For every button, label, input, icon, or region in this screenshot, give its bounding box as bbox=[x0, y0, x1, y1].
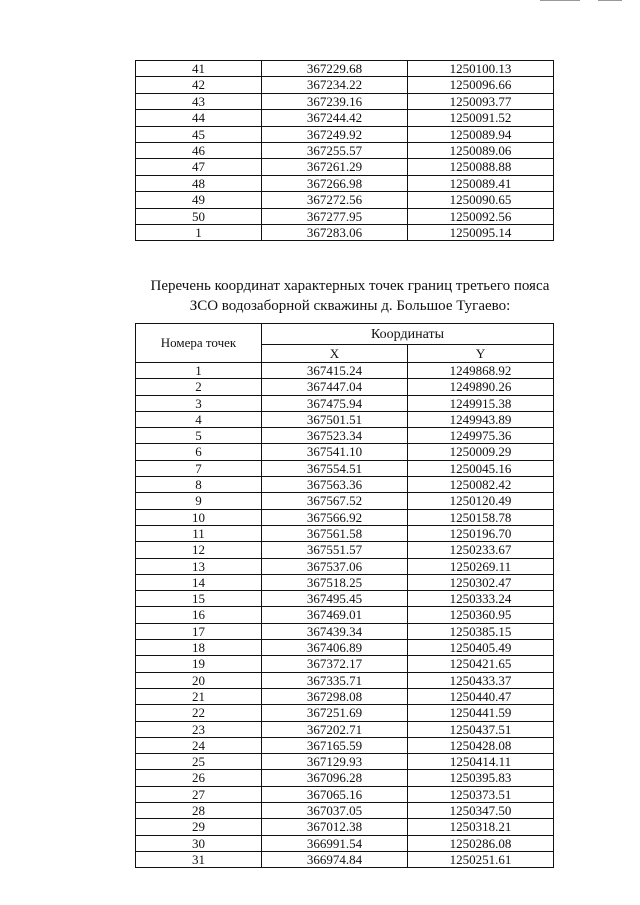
x-coordinate-cell: 367554.51 bbox=[262, 460, 408, 476]
table-row bbox=[136, 721, 554, 737]
point-number-cell: 9 bbox=[136, 493, 262, 509]
y-coordinate-cell: 1250096.66 bbox=[408, 77, 554, 93]
table-row bbox=[136, 225, 554, 241]
header-x: X bbox=[262, 345, 408, 363]
point-number-cell: 4 bbox=[136, 411, 262, 427]
section-heading-line-2: ЗСО водозаборной скважины д. Большое Тугаево: bbox=[189, 298, 511, 314]
point-number-cell: 29 bbox=[136, 819, 262, 835]
y-coordinate-cell: 1250088.88 bbox=[408, 159, 554, 175]
y-coordinate-cell: 1250428.08 bbox=[408, 737, 554, 753]
table-header bbox=[136, 324, 554, 363]
table-row bbox=[136, 159, 554, 175]
x-coordinate-cell: 367266.98 bbox=[262, 175, 408, 191]
table-row bbox=[136, 640, 554, 656]
point-number-cell: 45 bbox=[136, 126, 262, 142]
section-heading-line-1: Перечень координат характерных точек границ третьего пояса bbox=[150, 278, 550, 294]
point-number-cell: 12 bbox=[136, 542, 262, 558]
x-coordinate-cell: 367518.25 bbox=[262, 574, 408, 590]
x-coordinate-cell: 367249.92 bbox=[262, 126, 408, 142]
table-row bbox=[136, 819, 554, 835]
point-number-cell: 10 bbox=[136, 509, 262, 525]
x-coordinate-cell: 367495.45 bbox=[262, 591, 408, 607]
table-row bbox=[136, 542, 554, 558]
x-coordinate-cell: 367501.51 bbox=[262, 411, 408, 427]
table-row bbox=[136, 656, 554, 672]
section-heading bbox=[100, 276, 600, 316]
table-row bbox=[136, 851, 554, 867]
x-coordinate-cell: 367469.01 bbox=[262, 607, 408, 623]
table-row bbox=[136, 786, 554, 802]
table-row bbox=[136, 192, 554, 208]
table-row bbox=[136, 754, 554, 770]
table-row bbox=[136, 411, 554, 427]
x-coordinate-cell: 367012.38 bbox=[262, 819, 408, 835]
point-number-cell: 26 bbox=[136, 770, 262, 786]
table-row bbox=[136, 607, 554, 623]
point-number-cell: 6 bbox=[136, 444, 262, 460]
x-coordinate-cell: 367298.08 bbox=[262, 688, 408, 704]
x-coordinate-cell: 367244.42 bbox=[262, 110, 408, 126]
table-row bbox=[136, 93, 554, 109]
table-row bbox=[136, 509, 554, 525]
coordinates-table-body bbox=[136, 61, 554, 241]
point-number-cell: 16 bbox=[136, 607, 262, 623]
point-number-cell: 30 bbox=[136, 835, 262, 851]
coordinates-table-body bbox=[136, 363, 554, 868]
point-number-cell: 2 bbox=[136, 379, 262, 395]
scan-edge-mark bbox=[540, 0, 580, 1]
point-number-cell: 41 bbox=[136, 61, 262, 77]
point-number-cell: 27 bbox=[136, 786, 262, 802]
point-number-cell: 7 bbox=[136, 460, 262, 476]
table-row bbox=[136, 770, 554, 786]
table-row bbox=[136, 428, 554, 444]
table-row bbox=[136, 208, 554, 224]
point-number-cell: 47 bbox=[136, 159, 262, 175]
x-coordinate-cell: 367202.71 bbox=[262, 721, 408, 737]
table-row bbox=[136, 558, 554, 574]
y-coordinate-cell: 1250093.77 bbox=[408, 93, 554, 109]
y-coordinate-cell: 1250360.95 bbox=[408, 607, 554, 623]
y-coordinate-cell: 1249868.92 bbox=[408, 363, 554, 379]
table-row bbox=[136, 143, 554, 159]
x-coordinate-cell: 367523.34 bbox=[262, 428, 408, 444]
y-coordinate-cell: 1250082.42 bbox=[408, 477, 554, 493]
point-number-cell: 23 bbox=[136, 721, 262, 737]
table-row bbox=[136, 525, 554, 541]
y-coordinate-cell: 1249975.36 bbox=[408, 428, 554, 444]
x-coordinate-cell: 367234.22 bbox=[262, 77, 408, 93]
y-coordinate-cell: 1249943.89 bbox=[408, 411, 554, 427]
x-coordinate-cell: 367065.16 bbox=[262, 786, 408, 802]
y-coordinate-cell: 1250089.06 bbox=[408, 143, 554, 159]
x-coordinate-cell: 367261.29 bbox=[262, 159, 408, 175]
table-row bbox=[136, 444, 554, 460]
point-number-cell: 21 bbox=[136, 688, 262, 704]
x-coordinate-cell: 367541.10 bbox=[262, 444, 408, 460]
header-y: Y bbox=[408, 345, 554, 363]
point-number-cell: 1 bbox=[136, 225, 262, 241]
table-row bbox=[136, 623, 554, 639]
header-point-numbers: Номера точек bbox=[136, 324, 262, 363]
y-coordinate-cell: 1250433.37 bbox=[408, 672, 554, 688]
x-coordinate-cell: 367566.92 bbox=[262, 509, 408, 525]
table-row bbox=[136, 705, 554, 721]
y-coordinate-cell: 1250318.21 bbox=[408, 819, 554, 835]
y-coordinate-cell: 1250347.50 bbox=[408, 803, 554, 819]
x-coordinate-cell: 367229.68 bbox=[262, 61, 408, 77]
table-row bbox=[136, 835, 554, 851]
table-row bbox=[136, 460, 554, 476]
x-coordinate-cell: 366974.84 bbox=[262, 851, 408, 867]
x-coordinate-cell: 367283.06 bbox=[262, 225, 408, 241]
point-number-cell: 20 bbox=[136, 672, 262, 688]
x-coordinate-cell: 367475.94 bbox=[262, 395, 408, 411]
third-zone-coordinates-table bbox=[135, 323, 554, 868]
y-coordinate-cell: 1250405.49 bbox=[408, 640, 554, 656]
x-coordinate-cell: 367037.05 bbox=[262, 803, 408, 819]
x-coordinate-cell: 367165.59 bbox=[262, 737, 408, 753]
table-row bbox=[136, 493, 554, 509]
point-number-cell: 25 bbox=[136, 754, 262, 770]
y-coordinate-cell: 1250045.16 bbox=[408, 460, 554, 476]
y-coordinate-cell: 1250091.52 bbox=[408, 110, 554, 126]
table-row bbox=[136, 477, 554, 493]
x-coordinate-cell: 367277.95 bbox=[262, 208, 408, 224]
table-row bbox=[136, 688, 554, 704]
x-coordinate-cell: 367551.57 bbox=[262, 542, 408, 558]
y-coordinate-cell: 1250100.13 bbox=[408, 61, 554, 77]
point-number-cell: 42 bbox=[136, 77, 262, 93]
y-coordinate-cell: 1250302.47 bbox=[408, 574, 554, 590]
y-coordinate-cell: 1250440.47 bbox=[408, 688, 554, 704]
y-coordinate-cell: 1250385.15 bbox=[408, 623, 554, 639]
point-number-cell: 15 bbox=[136, 591, 262, 607]
y-coordinate-cell: 1250414.11 bbox=[408, 754, 554, 770]
y-coordinate-cell: 1250333.24 bbox=[408, 591, 554, 607]
point-number-cell: 5 bbox=[136, 428, 262, 444]
y-coordinate-cell: 1250233.67 bbox=[408, 542, 554, 558]
point-number-cell: 49 bbox=[136, 192, 262, 208]
table-row bbox=[136, 737, 554, 753]
y-coordinate-cell: 1250095.14 bbox=[408, 225, 554, 241]
point-number-cell: 48 bbox=[136, 175, 262, 191]
y-coordinate-cell: 1249915.38 bbox=[408, 395, 554, 411]
x-coordinate-cell: 366991.54 bbox=[262, 835, 408, 851]
x-coordinate-cell: 367439.34 bbox=[262, 623, 408, 639]
y-coordinate-cell: 1250421.65 bbox=[408, 656, 554, 672]
x-coordinate-cell: 367567.52 bbox=[262, 493, 408, 509]
y-coordinate-cell: 1250158.78 bbox=[408, 509, 554, 525]
y-coordinate-cell: 1250009.29 bbox=[408, 444, 554, 460]
point-number-cell: 17 bbox=[136, 623, 262, 639]
table-row bbox=[136, 379, 554, 395]
point-number-cell: 44 bbox=[136, 110, 262, 126]
y-coordinate-cell: 1250090.65 bbox=[408, 192, 554, 208]
x-coordinate-cell: 367335.71 bbox=[262, 672, 408, 688]
y-coordinate-cell: 1250373.51 bbox=[408, 786, 554, 802]
x-coordinate-cell: 367372.17 bbox=[262, 656, 408, 672]
table-row bbox=[136, 77, 554, 93]
scan-edge-mark bbox=[598, 0, 622, 1]
x-coordinate-cell: 367129.93 bbox=[262, 754, 408, 770]
header-coordinates: Координаты bbox=[262, 324, 554, 345]
x-coordinate-cell: 367272.56 bbox=[262, 192, 408, 208]
table-row bbox=[136, 61, 554, 77]
x-coordinate-cell: 367415.24 bbox=[262, 363, 408, 379]
table-row bbox=[136, 395, 554, 411]
y-coordinate-cell: 1250441.59 bbox=[408, 705, 554, 721]
table-row bbox=[136, 175, 554, 191]
x-coordinate-cell: 367537.06 bbox=[262, 558, 408, 574]
y-coordinate-cell: 1250196.70 bbox=[408, 525, 554, 541]
point-number-cell: 28 bbox=[136, 803, 262, 819]
x-coordinate-cell: 367096.28 bbox=[262, 770, 408, 786]
y-coordinate-cell: 1250120.49 bbox=[408, 493, 554, 509]
point-number-cell: 3 bbox=[136, 395, 262, 411]
point-number-cell: 8 bbox=[136, 477, 262, 493]
point-number-cell: 31 bbox=[136, 851, 262, 867]
point-number-cell: 13 bbox=[136, 558, 262, 574]
y-coordinate-cell: 1250286.08 bbox=[408, 835, 554, 851]
point-number-cell: 11 bbox=[136, 525, 262, 541]
point-number-cell: 24 bbox=[136, 737, 262, 753]
x-coordinate-cell: 367239.16 bbox=[262, 93, 408, 109]
x-coordinate-cell: 367251.69 bbox=[262, 705, 408, 721]
x-coordinate-cell: 367406.89 bbox=[262, 640, 408, 656]
table-row bbox=[136, 574, 554, 590]
x-coordinate-cell: 367561.58 bbox=[262, 525, 408, 541]
point-number-cell: 1 bbox=[136, 363, 262, 379]
point-number-cell: 46 bbox=[136, 143, 262, 159]
point-number-cell: 50 bbox=[136, 208, 262, 224]
x-coordinate-cell: 367255.57 bbox=[262, 143, 408, 159]
x-coordinate-cell: 367563.36 bbox=[262, 477, 408, 493]
y-coordinate-cell: 1250089.94 bbox=[408, 126, 554, 142]
point-number-cell: 22 bbox=[136, 705, 262, 721]
y-coordinate-cell: 1250251.61 bbox=[408, 851, 554, 867]
table-row bbox=[136, 110, 554, 126]
point-number-cell: 43 bbox=[136, 93, 262, 109]
point-number-cell: 18 bbox=[136, 640, 262, 656]
table-row bbox=[136, 591, 554, 607]
y-coordinate-cell: 1250269.11 bbox=[408, 558, 554, 574]
y-coordinate-cell: 1250395.83 bbox=[408, 770, 554, 786]
y-coordinate-cell: 1250092.56 bbox=[408, 208, 554, 224]
table-row bbox=[136, 363, 554, 379]
table-row bbox=[136, 672, 554, 688]
table-row bbox=[136, 803, 554, 819]
x-coordinate-cell: 367447.04 bbox=[262, 379, 408, 395]
y-coordinate-cell: 1250437.51 bbox=[408, 721, 554, 737]
y-coordinate-cell: 1250089.41 bbox=[408, 175, 554, 191]
point-number-cell: 19 bbox=[136, 656, 262, 672]
table-row bbox=[136, 126, 554, 142]
coordinates-table-continued bbox=[135, 60, 554, 241]
y-coordinate-cell: 1249890.26 bbox=[408, 379, 554, 395]
point-number-cell: 14 bbox=[136, 574, 262, 590]
